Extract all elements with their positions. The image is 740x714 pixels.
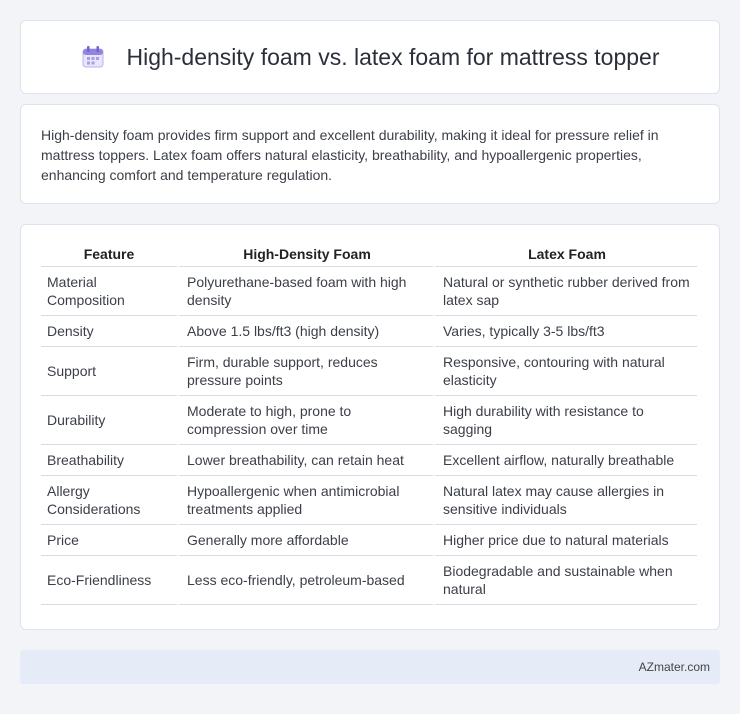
high-density-cell: Above 1.5 lbs/ft3 (high density)	[177, 316, 433, 347]
latex-cell: Biodegradable and sustainable when natural	[433, 556, 697, 605]
title-card	[20, 20, 720, 94]
feature-cell: Durability	[41, 396, 177, 445]
high-density-cell: Less eco-friendly, petroleum-based	[177, 556, 433, 605]
comparison-table	[41, 241, 697, 605]
high-density-cell: Generally more affordable	[177, 525, 433, 556]
column-header-feature: Feature	[41, 241, 177, 267]
table-row	[41, 556, 697, 605]
high-density-cell: Lower breathability, can retain heat	[177, 445, 433, 476]
latex-cell: Excellent airflow, naturally breathable	[433, 445, 697, 476]
footer-brand: AZmater.com	[638, 660, 710, 674]
column-header-high-density-foam: High-Density Foam	[177, 241, 433, 267]
high-density-cell: Polyurethane-based foam with high density	[177, 267, 433, 316]
feature-cell: Breathability	[41, 445, 177, 476]
latex-cell: Varies, typically 3-5 lbs/ft3	[433, 316, 697, 347]
high-density-cell: Moderate to high, prone to compression over time	[177, 396, 433, 445]
feature-cell: Eco-Friendliness	[41, 556, 177, 605]
high-density-cell: Hypoallergenic when antimicrobial treatments applied	[177, 476, 433, 525]
summary-card	[20, 104, 720, 204]
summary-text: High-density foam provides firm support and excellent durability, making it ideal for pressure relief in mattress toppers. Latex foam offers natural elasticity, breathability, and hypoallergenic properties, enhancing comfort and temperature regulation.	[41, 127, 659, 183]
comparison-table-card	[20, 224, 720, 630]
feature-cell: Price	[41, 525, 177, 556]
table-row	[41, 396, 697, 445]
table-row	[41, 347, 697, 396]
latex-cell: High durability with resistance to sagging	[433, 396, 697, 445]
table-row	[41, 525, 697, 556]
table-row	[41, 476, 697, 525]
feature-cell: Density	[41, 316, 177, 347]
footer-bar	[20, 650, 720, 684]
latex-cell: Higher price due to natural materials	[433, 525, 697, 556]
page-title: High-density foam vs. latex foam for mattress topper	[126, 43, 660, 70]
table-row	[41, 445, 697, 476]
latex-cell: Natural or synthetic rubber derived from latex sap	[433, 267, 697, 316]
feature-cell: Allergy Considerations	[41, 476, 177, 525]
table-row	[41, 316, 697, 347]
title-row	[21, 21, 719, 93]
latex-cell: Natural latex may cause allergies in sensitive individuals	[433, 476, 697, 525]
calendar-icon	[80, 44, 106, 70]
feature-cell: Material Composition	[41, 267, 177, 316]
feature-cell: Support	[41, 347, 177, 396]
high-density-cell: Firm, durable support, reduces pressure points	[177, 347, 433, 396]
latex-cell: Responsive, contouring with natural elasticity	[433, 347, 697, 396]
column-header-latex-foam: Latex Foam	[433, 241, 697, 267]
table-row	[41, 267, 697, 316]
table-header-row	[41, 241, 697, 267]
